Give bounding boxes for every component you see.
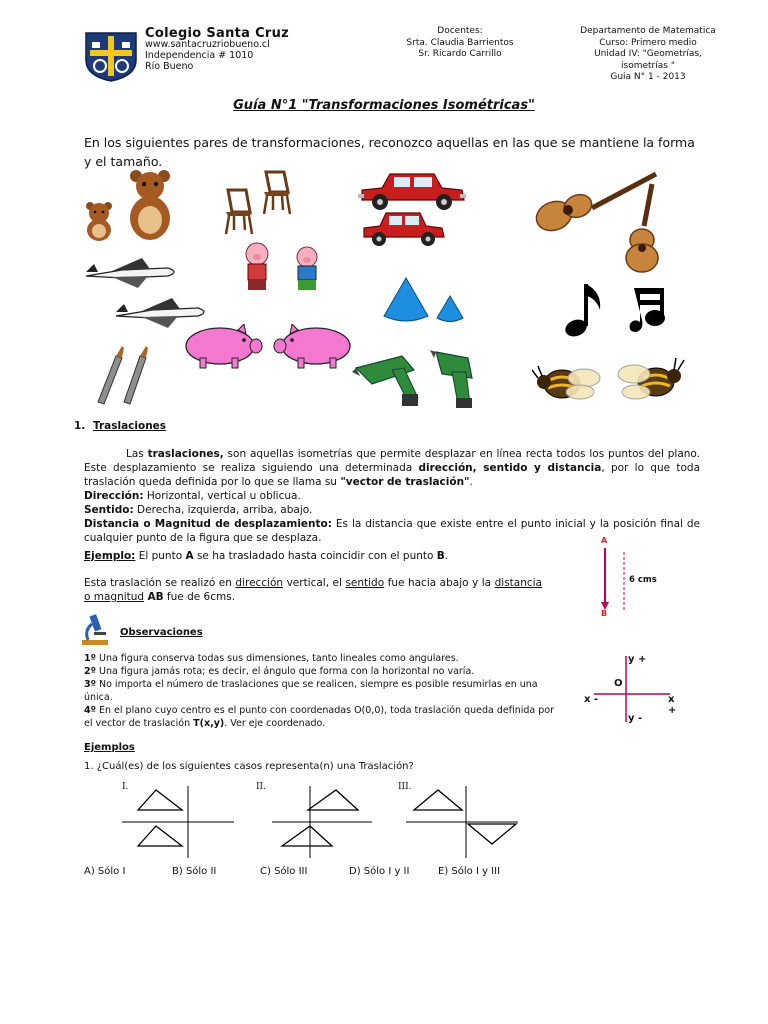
section-heading: [74, 420, 166, 432]
axis-y-plus: y +: [628, 654, 647, 665]
point-b-label: B: [601, 609, 608, 618]
observation-1: 1º Una figura conserva todas sus dimensiones, tanto lineales como angulares.: [84, 653, 459, 664]
axis-origin: O: [614, 678, 623, 689]
examples-heading: Ejemplos: [84, 742, 135, 753]
school-name: Colegio Santa Cruz: [145, 26, 290, 41]
option-e: E) Sólo I y III: [438, 866, 501, 877]
school-web: www.santacruzriobueno.cl: [145, 39, 270, 50]
guide-number: Guia N° 1 - 2013: [610, 72, 686, 82]
point-a-label: A: [601, 536, 608, 545]
drill-image-2: [428, 348, 488, 414]
unit: Unidad IV: "Geometrías,: [594, 49, 702, 59]
drill-image-1: [352, 350, 426, 412]
school-city: Río Bueno: [145, 61, 194, 72]
question-1: 1. ¿Cuál(es) de los siguientes casos representa(n) una Traslación?: [84, 761, 414, 772]
intro-text: En los siguientes pares de transformaciones, reconozco aquellas en las que se mantiene la forma y el tamaño.: [84, 135, 695, 169]
blue-cone-large-image: [380, 276, 432, 330]
piggy-bank-image-1: [180, 324, 264, 374]
observation-4: 4º En el plano cuyo centro es el punto con coordenadas O(0,0), toda traslación queda definida por el vector de traslación T(x,y). Ver eje coordenado.: [84, 705, 555, 729]
small-bear-image: [82, 200, 116, 246]
space-shuttle-image-1: [82, 254, 182, 294]
option-b: B) Sólo II: [172, 866, 217, 877]
file-tool-image: [88, 344, 154, 410]
large-bear-image: [126, 168, 174, 246]
dept-name: Departamento de Matematica: [580, 26, 716, 36]
course: Curso: Primero medio: [599, 37, 697, 48]
sense-line: Sentido: Derecha, izquierda, arriba, abajo.: [84, 504, 313, 516]
figure-ii-label: II.: [256, 782, 266, 792]
section-number: 1.: [74, 420, 86, 432]
figure-ii: [254, 780, 374, 860]
option-c: C) Sólo III: [260, 866, 308, 877]
microscope-icon: [80, 612, 112, 650]
department-block: [568, 26, 728, 84]
option-d: D) Sólo I y II: [349, 866, 410, 877]
translation-vector-diagram: [592, 536, 672, 622]
piggy-bank-image-2: [272, 324, 356, 374]
vector-length-label: 6 cms: [629, 575, 657, 585]
coordinate-axis-diagram: [582, 652, 682, 732]
red-car-image-2: [360, 210, 446, 252]
translation-paragraph: Las traslaciones, son aquellas isometrías que permite desplazar en línea recta todos los puntos del plano. Este desplazamiento se realiza siguiendo una determinada dirección, sentido y distancia, por lo que toda traslación queda definida por lo que se llama su "vector de traslación".: [84, 448, 701, 488]
teacher-1: Srta. Claudia Barrientos: [406, 37, 514, 48]
figure-iii: [392, 780, 520, 860]
translation-description: Esta traslación se realizó en dirección vertical, el sentido fue hacia abajo y la distancia o magnitud AB fue de 6cms.: [84, 577, 542, 603]
section-title: Traslaciones: [92, 420, 167, 432]
observation-3: 3º No importa el número de traslaciones que se realicen, siempre es posible resumirlas en una única.: [84, 679, 538, 703]
example-line: Ejemplo: El punto A se ha trasladado hasta coincidir con el punto B.: [84, 550, 449, 562]
page-title: Guía N°1 "Transformaciones Isométricas": [233, 98, 535, 113]
pig-character-image-1: [240, 240, 274, 298]
axis-y-minus: y -: [628, 713, 643, 724]
observations-heading: Observaciones: [120, 627, 203, 638]
music-note-image-2: [622, 284, 670, 344]
bee-image-2: [612, 352, 686, 414]
school-logo: [82, 30, 140, 82]
observation-2: 2º Una figura jamás rota; es decir, el ángulo que forma con la horizontal no varía.: [84, 666, 475, 677]
axis-x-minus: x -: [584, 694, 599, 705]
axis-x-plus: x +: [668, 694, 677, 716]
teacher-2: Sr. Ricardo Carrillo: [418, 49, 502, 59]
unit-cont: isometrías ": [621, 60, 675, 71]
blue-cone-small-image: [434, 294, 466, 330]
figure-iii-label: III.: [398, 782, 412, 792]
school-info: [145, 28, 315, 72]
distance-line: Distancia o Magnitud de desplazamiento: Es la distancia que existe entre el punto inicial y la posición final de cualquier punto de la figura que se desplaza.: [84, 518, 701, 544]
direction-line: Dirección: Horizontal, vertical u oblicua.: [84, 490, 301, 502]
teachers-block: [390, 26, 530, 61]
figure-i: [118, 780, 238, 860]
chair-image-1: [220, 186, 256, 240]
figure-i-label: I.: [122, 782, 129, 792]
chair-image-2: [260, 168, 294, 220]
music-note-image-1: [562, 278, 608, 344]
teachers-label: Docentes:: [437, 26, 483, 36]
bee-image-1: [532, 356, 608, 412]
school-address: Independencia # 1010: [145, 50, 254, 61]
option-a: A) Sólo I: [84, 866, 126, 877]
pig-character-image-2: [290, 244, 324, 298]
guitar-image-2: [620, 182, 670, 278]
